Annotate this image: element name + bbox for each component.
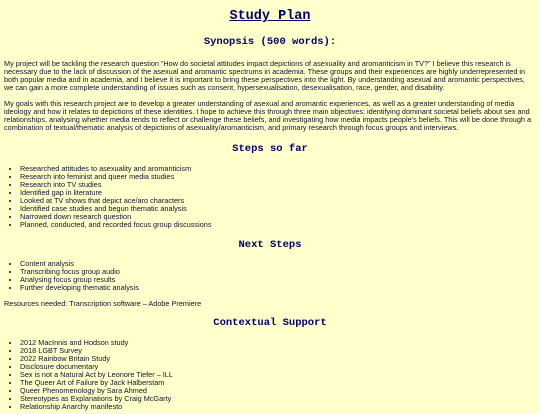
list-item: • Queer Phenomenology by Sara Ahmed (20, 387, 536, 395)
contextual-support-list (4, 339, 536, 411)
list-item: • Narrowed down research question (20, 213, 536, 221)
list-item: • Further developing thematic analysis (20, 284, 536, 292)
steps-so-far-list (4, 165, 536, 229)
list-item: • Analysing focus group results (20, 276, 536, 284)
list-item: • Planned, conducted, and recorded focus group discussions (20, 221, 536, 229)
document-page (0, 9, 540, 411)
list-item: • 2018 LGBT Survey (20, 347, 536, 355)
list-item: • Stereotypes as Explanations by Craig McGarty (20, 395, 536, 403)
synopsis-paragraph-2: My goals with this research project are to develop a greater understanding of asexual and aromantic experiences, as well as a greater understanding of media ideology and how it relates to depictions of these identities. I hope to achieve this through three main objectives: identifying dominant societal beliefs about sex and relationships, analysing whether media tends to reflect or challenge these beliefs, and investigating how media impacts people’s beliefs. This will be done through a combination of textual/thematic analysis of depictions of asexuality/aromanticism, and primary research through focus groups and interviews. (4, 98, 532, 133)
contextual-support-heading: Contextual Support (213, 317, 327, 330)
list-item: • Relationship Anarchy manifesto (20, 403, 536, 411)
page-title: Study Plan (229, 9, 311, 24)
next-steps-list (4, 260, 536, 292)
steps-so-far-heading: Steps so far (232, 143, 308, 156)
list-item: • Identified case studies and begun thematic analysis (20, 205, 536, 213)
next-steps-heading: Next Steps (238, 238, 302, 251)
list-item: • Looked at TV shows that depict ace/aro characters (20, 197, 536, 205)
list-item: • Disclosure documentary (20, 363, 536, 371)
list-item: • Transcribing focus group audio (20, 268, 536, 276)
list-item: • Sex is not a Natural Act by Leonore Tiefer – ILL (20, 371, 536, 379)
list-item: • 2012 MacInnis and Hodson study (20, 339, 536, 347)
list-item: • Identified gap in literature (20, 189, 536, 197)
list-item: • Researched attitudes to asexuality and aromanticism (20, 165, 536, 173)
list-item: • Research into feminist and queer media studies (20, 173, 536, 181)
list-item: • Research into TV studies (20, 181, 536, 189)
synopsis-heading: Synopsis (500 words): (203, 36, 337, 49)
list-item: • The Queer Art of Failure by Jack Halberstam (20, 379, 536, 387)
list-item: • 2022 Rainbow Britain Study (20, 355, 536, 363)
resources-needed: Resources needed: Transcription software – Adobe Premiere (4, 299, 202, 309)
list-item: • Content analysis (20, 260, 536, 268)
synopsis-paragraph-1: My project will be tackling the research question “How do societal attitudes impact depictions of asexuality and aromanticism in TV?” I believe this research is necessary due to the lack of discussion of the asexual and aromantic spectrums in academia. These groups and their experiences are highly underrepresented in both popular media and in academia, and I believe it is important to bring these perspectives into the light. By understanding asexual and aromantic perspectives, we can gain a more complete understanding of issues such as consent, hypersexualisation, desexualisation, race, gender, and disability. (4, 58, 526, 93)
